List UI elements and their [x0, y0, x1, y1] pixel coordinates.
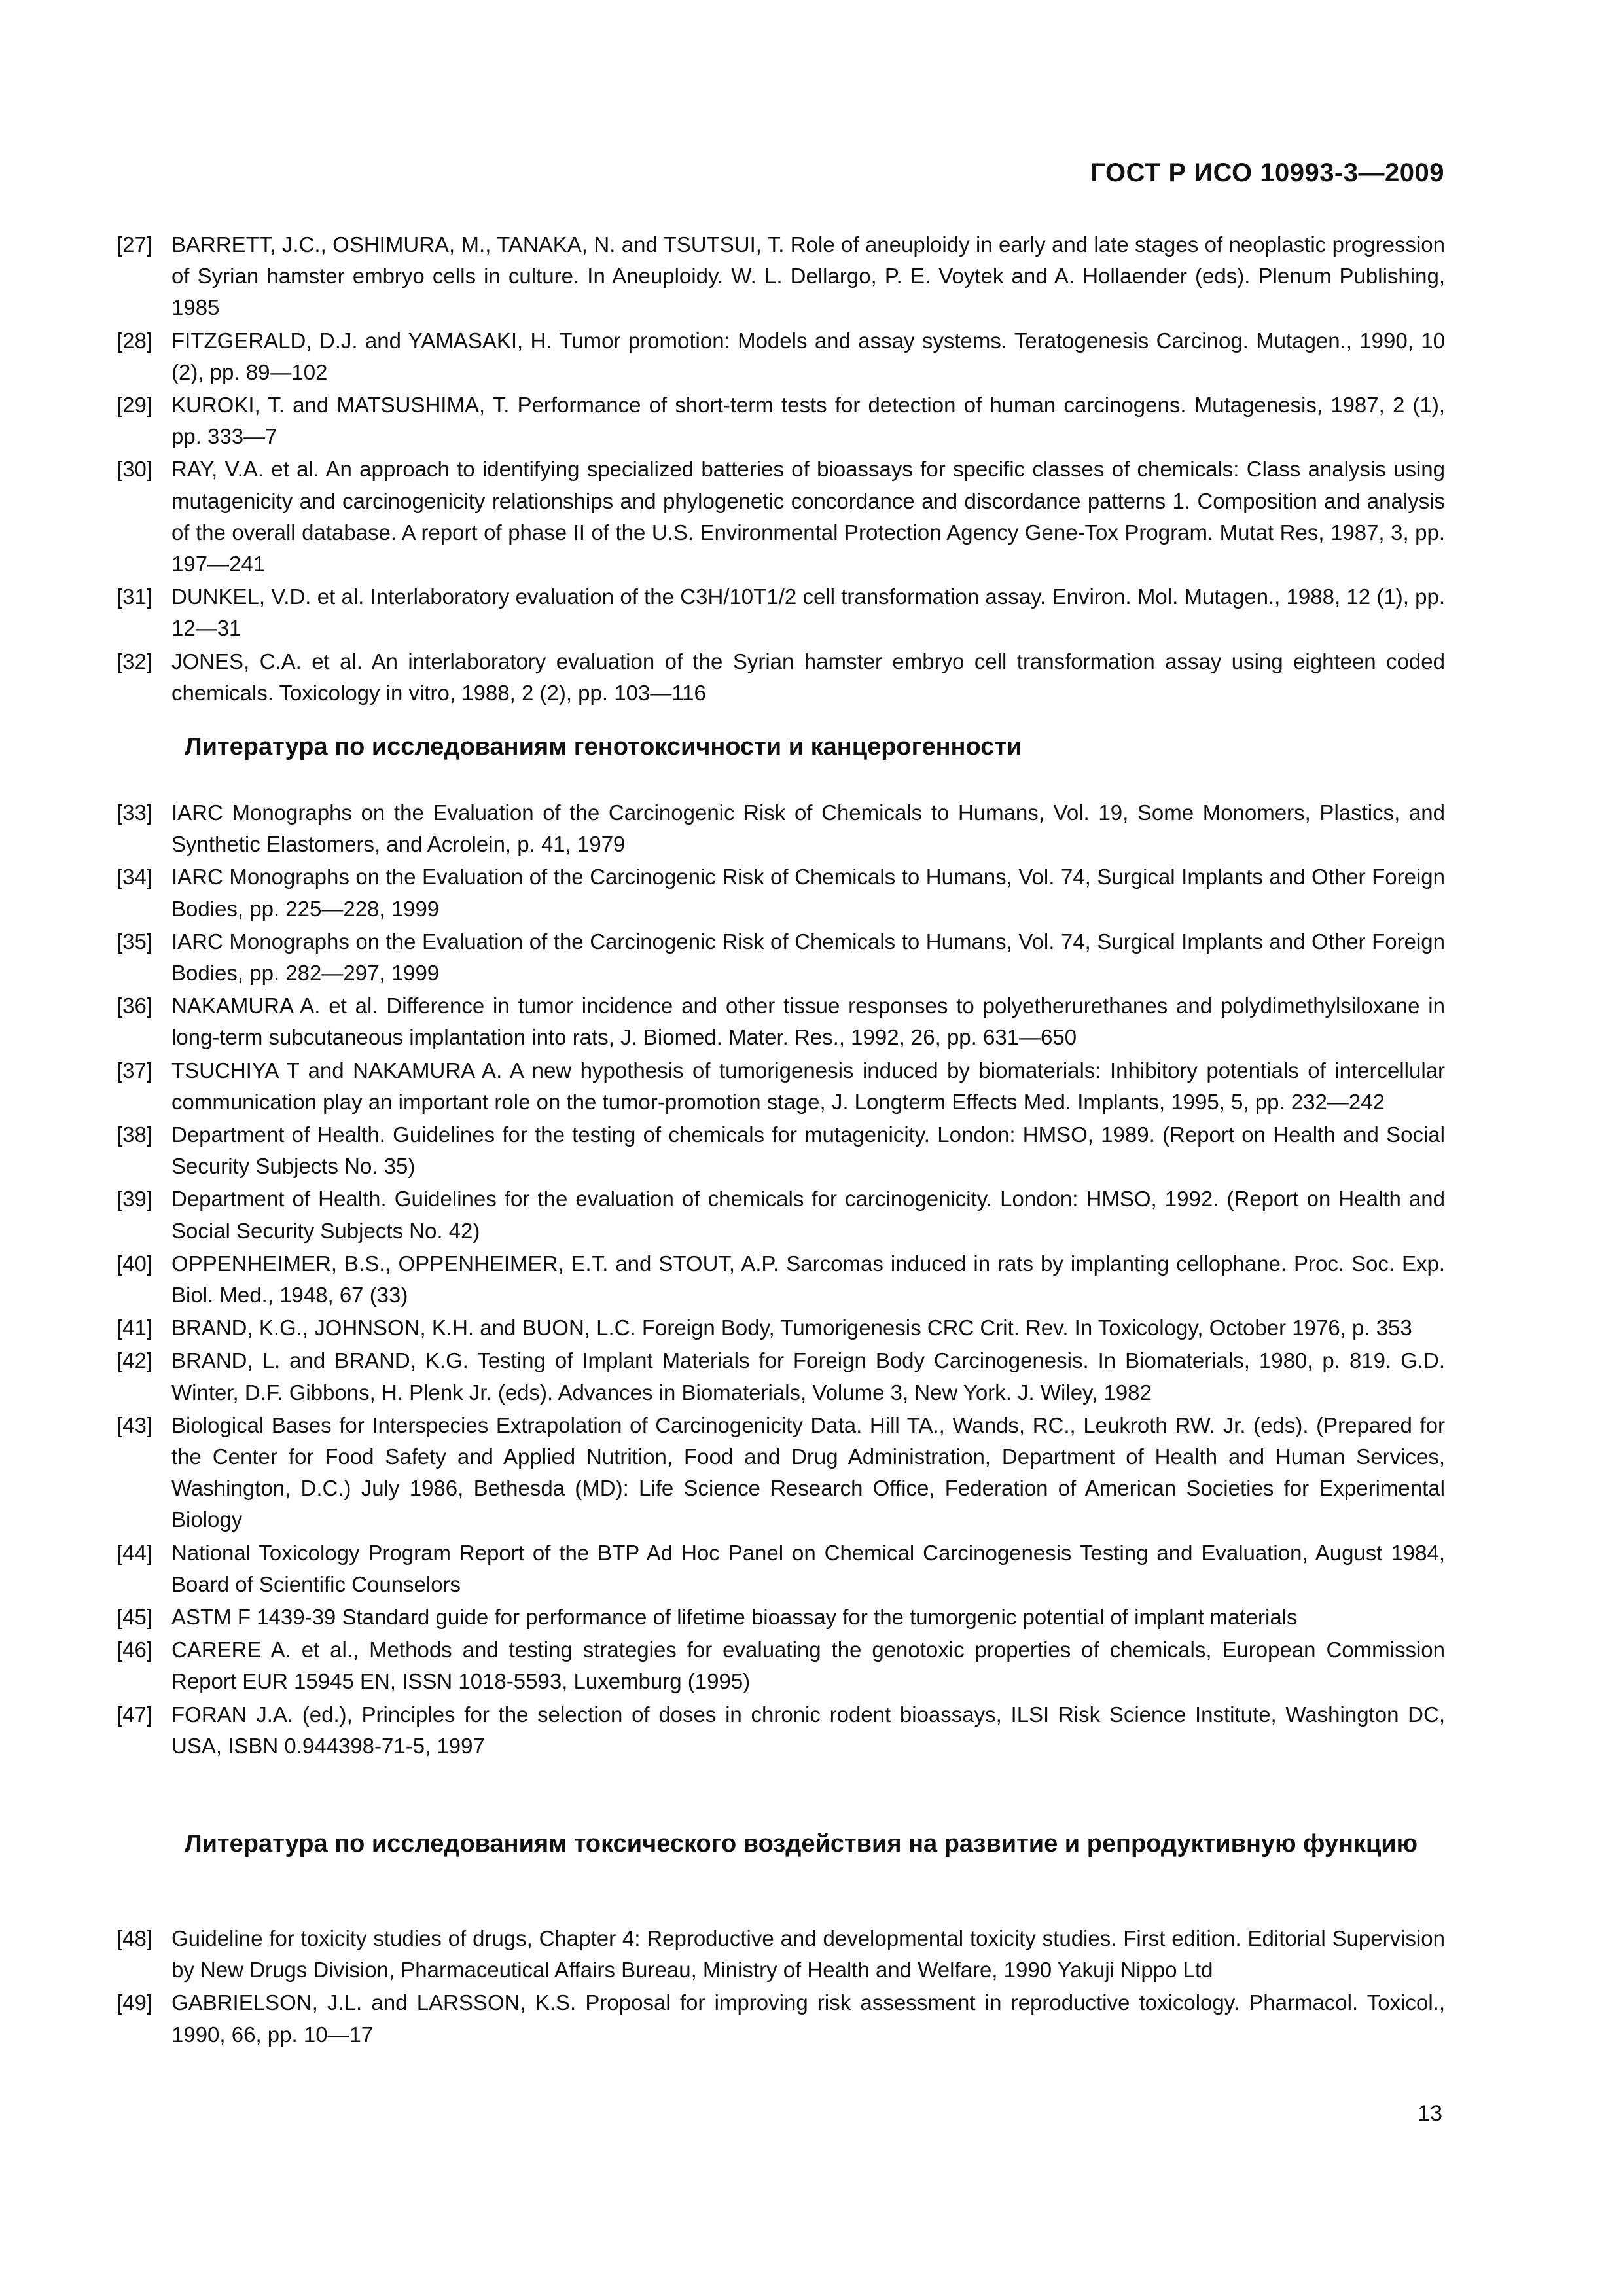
reference-item: [116, 1055, 1445, 1118]
page-number: 13: [1418, 2101, 1442, 2126]
reference-item: [116, 1410, 1445, 1536]
reference-number: [49]: [116, 1990, 153, 2015]
reference-item: [116, 1248, 1445, 1311]
reference-number: [45]: [116, 1605, 153, 1630]
reference-text: Guideline for toxicity studies of drugs, Chapter 4: Reproductive and developmental toxicity studies. First edition. Editorial Supervision by New Drugs Division, Pharmaceutical Affairs Bureau, Ministry of Health and Welfare, 1990 Yakuji Nippo Ltd: [171, 1926, 1445, 1982]
reference-item: [116, 389, 1445, 452]
reference-number: [31]: [116, 584, 153, 609]
references-list-reproductive: [116, 1923, 1445, 2052]
reference-number: [46]: [116, 1638, 153, 1662]
reference-text: NAKAMURA A. et al. Difference in tumor incidence and other tissue responses to polyetherurethanes and polydimethylsiloxane in long-term subcutaneous implantation into rats, J. Biomed. Mater. Res., 1992, 26, pp. 631—650: [171, 994, 1445, 1050]
reference-item: [116, 990, 1445, 1053]
reference-number: [39]: [116, 1187, 153, 1211]
reference-text: RAY, V.A. et al. An approach to identifying specialized batteries of bioassays for specific classes of chemicals: Class analysis using mutagenicity and carcinogenicity relationships and phylogenetic concordance and discordance patterns 1. Composition and analysis of the overall database. A report of phase II of the U.S. Environmental Protection Agency Gene-Tox Program. Mutat Res, 1987, 3, pp. 197—241: [171, 457, 1445, 577]
reference-text: FORAN J.A. (ed.), Principles for the selection of doses in chronic rodent bioassays, ILSI Risk Science Institute, Washington DC, USA, ISBN 0.944398-71-5, 1997: [171, 1702, 1445, 1758]
reference-number: [30]: [116, 457, 153, 482]
reference-text: FITZGERALD, D.J. and YAMASAKI, H. Tumor promotion: Models and assay systems. Teratogenesis Carcinog. Mutagen., 1990, 10 (2), pp. 89—102: [171, 328, 1445, 384]
reference-item: [116, 1602, 1445, 1633]
reference-item: [116, 581, 1445, 644]
standard-header: ГОСТ Р ИСО 10993-3—2009: [1090, 158, 1444, 187]
references-list-top: [116, 229, 1445, 710]
reference-item: [116, 325, 1445, 388]
reference-item: [116, 454, 1445, 580]
reference-item: [116, 229, 1445, 324]
reference-item: [116, 1923, 1445, 1986]
reference-number: [29]: [116, 393, 153, 418]
reference-text: BARRETT, J.C., OSHIMURA, M., TANAKA, N. and TSUTSUI, T. Role of aneuploidy in early and late stages of neoplastic progression of Syrian hamster embryo cells in culture. In Aneuploidy. W. L. Dellargo, P. E. Voytek and A. Hollaender (eds). Plenum Publishing, 1985: [171, 232, 1445, 320]
reference-text: GABRIELSON, J.L. and LARSSON, K.S. Proposal for improving risk assessment in reproductive toxicology. Pharmacol. Toxicol., 1990, 66, pp. 10—17: [171, 1990, 1445, 2047]
reference-number: [27]: [116, 232, 153, 257]
reference-item: [116, 1634, 1445, 1697]
reference-number: [33]: [116, 800, 153, 825]
reference-item: [116, 1183, 1445, 1246]
reference-text: JONES, C.A. et al. An interlaboratory evaluation of the Syrian hamster embryo cell transformation assay using eighteen coded chemicals. Toxicology in vitro, 1988, 2 (2), pp. 103—116: [171, 649, 1445, 705]
reference-item: [116, 861, 1445, 924]
reference-number: [34]: [116, 865, 153, 889]
reference-item: [116, 1312, 1445, 1344]
reference-item: [116, 926, 1445, 989]
reference-item: [116, 797, 1445, 860]
reference-text: DUNKEL, V.D. et al. Interlaboratory evaluation of the C3H/10T1/2 cell transformation assay. Environ. Mol. Mutagen., 1988, 12 (1), pp. 12—31: [171, 584, 1445, 641]
reference-number: [38]: [116, 1122, 153, 1147]
reference-text: IARC Monographs on the Evaluation of the Carcinogenic Risk of Chemicals to Humans, Vol. 74, Surgical Implants and Other Foreign Bodies, pp. 225—228, 1999: [171, 865, 1445, 921]
reference-text: National Toxicology Program Report of the BTP Ad Hoc Panel on Chemical Carcinogenesis Testing and Evaluation, August 1984, Board of Scientific Counselors: [171, 1540, 1445, 1596]
reference-text: OPPENHEIMER, B.S., OPPENHEIMER, E.T. and STOUT, A.P. Sarcomas induced in rats by implanting cellophane. Proc. Soc. Exp. Biol. Med., 1948, 67 (33): [171, 1251, 1445, 1308]
reference-text: BRAND, K.G., JOHNSON, K.H. and BUON, L.C. Foreign Body, Tumorigenesis CRC Crit. Rev. In Toxicology, October 1976, p. 353: [171, 1316, 1412, 1340]
section-heading-genotoxicity: Литература по исследованиям генотоксичности и канцерогенности: [185, 733, 1022, 761]
reference-text: TSUCHIYA T and NAKAMURA A. A new hypothesis of tumorigenesis induced by biomaterials: Inhibitory potentials of intercellular communication play an important role on the tumor-promotion stage, J. Longterm Effects Med. Implants, 1995, 5, pp. 232—242: [171, 1058, 1445, 1114]
reference-number: [37]: [116, 1058, 153, 1083]
reference-number: [36]: [116, 994, 153, 1018]
reference-text: ASTM F 1439-39 Standard guide for performance of lifetime bioassay for the tumorgenic potential of implant materials: [171, 1605, 1298, 1630]
reference-number: [43]: [116, 1412, 153, 1437]
reference-text: Department of Health. Guidelines for the testing of chemicals for mutagenicity. London: HMSO, 1989. (Report on Health and Social Security Subjects No. 35): [171, 1122, 1445, 1179]
reference-number: [48]: [116, 1926, 153, 1950]
reference-text: CARERE A. et al., Methods and testing strategies for evaluating the genotoxic properties of chemicals, European Commission Report EUR 15945 EN, ISSN 1018-5593, Luxemburg (1995): [171, 1638, 1445, 1694]
reference-number: [41]: [116, 1316, 153, 1340]
reference-item: [116, 1119, 1445, 1182]
reference-text: Biological Bases for Interspecies Extrapolation of Carcinogenicity Data. Hill TA., Wands, RC., Leukroth RW. Jr. (eds). (Prepared for the Center for Food Safety and Applied Nutrition, Food and Drug Administration, Department of Health and Human Services, Washington, D.C.) July 1986, Bethesda (MD): Life Science Research Office, Federation of American Societies for Experimental Biology: [171, 1412, 1445, 1532]
reference-number: [28]: [116, 328, 153, 353]
reference-item: [116, 646, 1445, 709]
reference-item: [116, 1699, 1445, 1762]
reference-number: [47]: [116, 1702, 153, 1727]
reference-item: [116, 1537, 1445, 1600]
reference-text: IARC Monographs on the Evaluation of the Carcinogenic Risk of Chemicals to Humans, Vol. 74, Surgical Implants and Other Foreign Bodies, pp. 282—297, 1999: [171, 929, 1445, 986]
reference-number: [35]: [116, 929, 153, 954]
reference-text: Department of Health. Guidelines for the evaluation of chemicals for carcinogenicity. London: HMSO, 1992. (Report on Health and Social Security Subjects No. 42): [171, 1187, 1445, 1243]
reference-number: [44]: [116, 1540, 153, 1565]
reference-text: IARC Monographs on the Evaluation of the Carcinogenic Risk of Chemicals to Humans, Vol. 19, Some Monomers, Plastics, and Synthetic Elastomers, and Acrolein, p. 41, 1979: [171, 800, 1445, 857]
reference-item: [116, 1345, 1445, 1408]
reference-text: BRAND, L. and BRAND, K.G. Testing of Implant Materials for Foreign Body Carcinogenesis. In Biomaterials, 1980, p. 819. G.D. Winter, D.F. Gibbons, H. Plenk Jr. (eds). Advances in Biomaterials, Volume 3, New York. J. Wiley, 1982: [171, 1348, 1445, 1405]
references-list-genotoxicity: [116, 797, 1445, 1763]
reference-number: [32]: [116, 649, 153, 673]
reference-item: [116, 1987, 1445, 2050]
section-heading-reproductive: Литература по исследованиям токсического воздействия на развитие и репродуктивную функцию: [185, 1830, 1418, 1857]
reference-number: [42]: [116, 1348, 153, 1373]
reference-number: [40]: [116, 1251, 153, 1276]
reference-text: KUROKI, T. and MATSUSHIMA, T. Performance of short-term tests for detection of human carcinogens. Mutagenesis, 1987, 2 (1), pp. 333—7: [171, 393, 1445, 449]
